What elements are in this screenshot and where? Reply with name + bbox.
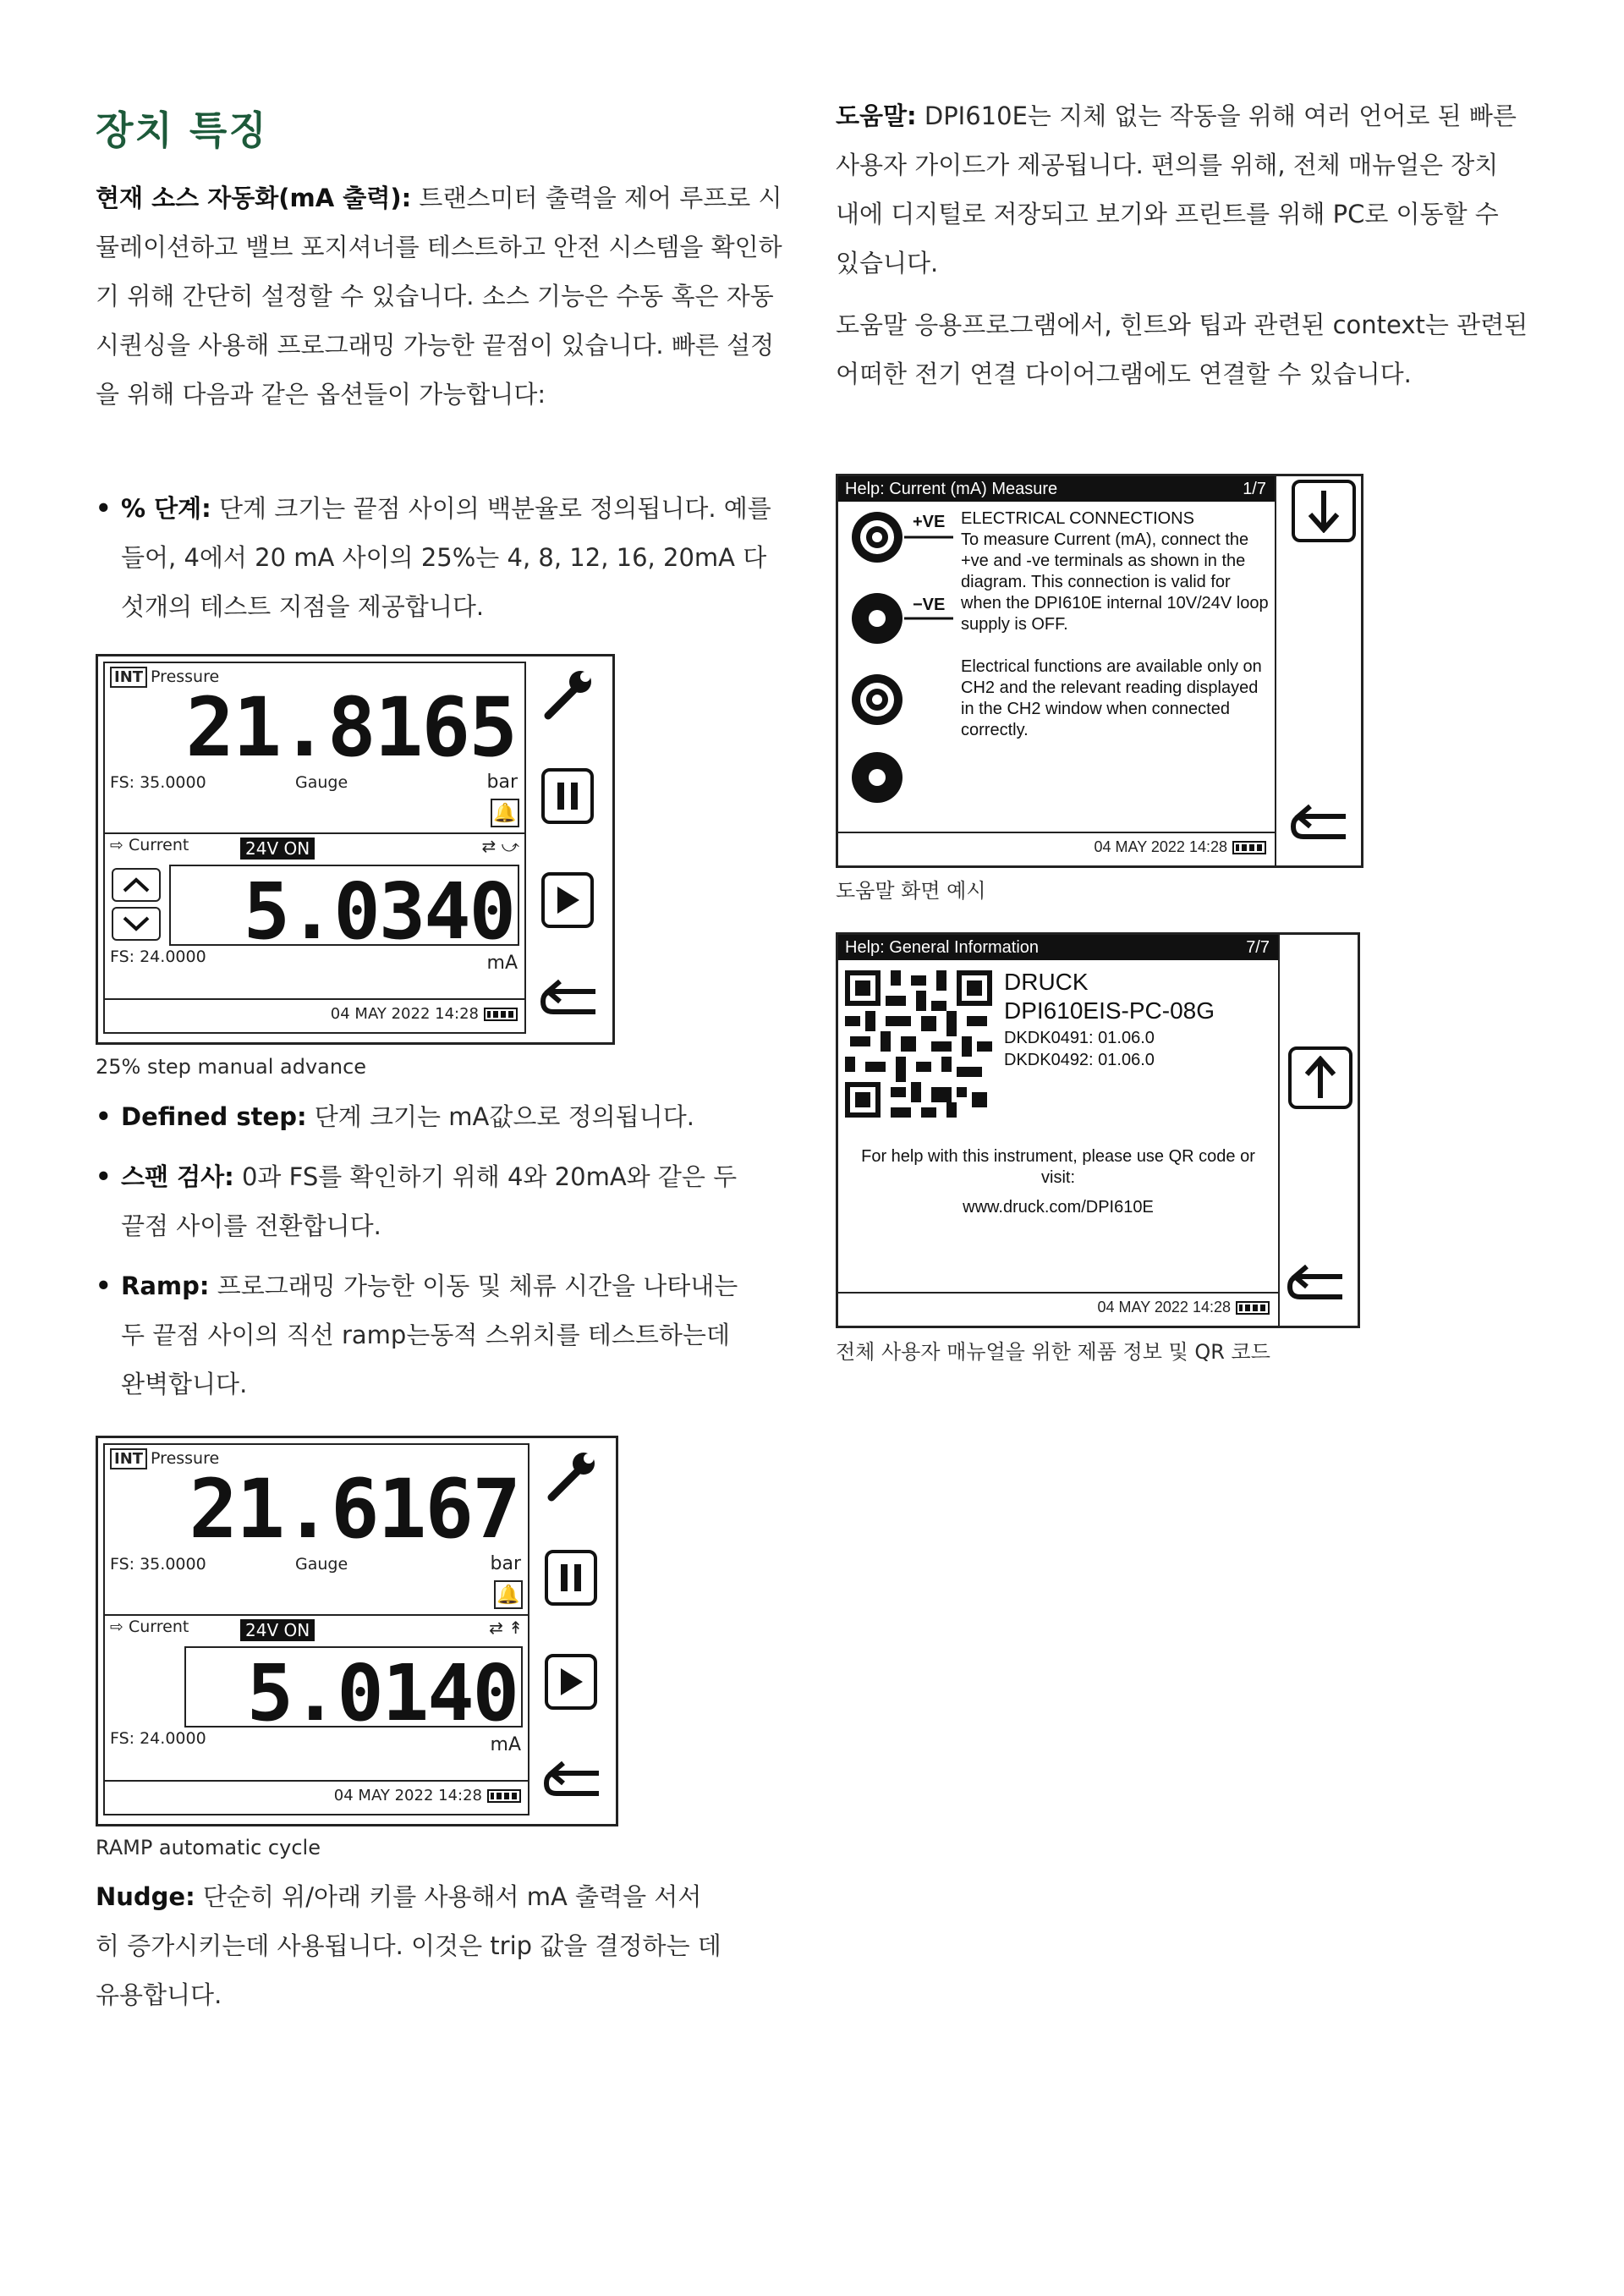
- help-screen-info: [836, 932, 1360, 1328]
- gauge-label: Gauge: [295, 1555, 348, 1574]
- pressure-value: 21.8165: [185, 680, 516, 775]
- status-datetime: 04 MAY 2022 14:28: [333, 1787, 482, 1804]
- help-display: [838, 476, 1276, 865]
- play-icon: [557, 1667, 584, 1697]
- back-arrow-icon: [536, 975, 604, 1025]
- wrench-button[interactable]: [538, 665, 597, 724]
- bell-icon[interactable]: 🔔: [491, 799, 519, 827]
- output-icon: ⇨: [110, 836, 123, 854]
- caption-step: 25% step manual advance: [96, 1055, 367, 1079]
- nudge-text: 단순히 위/아래 키를 사용해서 mA 출력을 서서히 증가시키는데 사용됩니다. 이것은 trip 값을 결정하는 데 유용합니다.: [96, 1882, 721, 2009]
- help-display: [838, 935, 1280, 1326]
- help-title: Help: Current (mA) Measure: [845, 480, 1058, 498]
- brand-name: DRUCK: [1004, 969, 1089, 995]
- current-value: 5.0340: [243, 866, 514, 957]
- bullet-percent-step: • % 단계: 단계 크기는 끝점 사이의 백분율로 정의됩니다. 예를 들어, 4에서 20 mA 사이의 25%는 4, 8, 12, 16, 20mA 다섯개의 테스트 지점을 제공합니다.: [96, 494, 771, 621]
- device-display: [103, 662, 526, 1034]
- unit-ma: mA: [486, 953, 518, 974]
- back-arrow-icon: [1287, 799, 1354, 850]
- status-bar: [838, 1292, 1278, 1326]
- arrow-down-icon: [1307, 489, 1341, 533]
- gauge-label: Gauge: [295, 773, 348, 792]
- play-button[interactable]: [545, 1654, 597, 1710]
- pause-icon: [555, 781, 580, 811]
- status-datetime: 04 MAY 2022 14:28: [1094, 838, 1227, 855]
- scroll-down-button[interactable]: [1292, 480, 1356, 542]
- intro-text: 트랜스미터 출력을 제어 루프로 시뮬레이션하고 밸브 포지셔너를 테스트하고 안전 시스템을 확인하기 위해 간단히 설정할 수 있습니다. 소스 기능은 수동 혹은 자동 시퀀싱을 사용해 프로그래밍 가능한 끝점이 있습니다. 빠른 설정을 위해 다음과 같은 옵션들이 가능합니다:: [96, 184, 782, 409]
- nudge-paragraph: [96, 1872, 721, 2019]
- pve-label: +VE: [913, 513, 946, 531]
- int-label: INT: [110, 1448, 147, 1469]
- chevron-up-icon: [122, 876, 151, 893]
- help-paragraph: [836, 91, 1529, 288]
- bullet-defined-step: • Defined step: 단계 크기는 mA값으로 정의됩니다.: [96, 1102, 694, 1131]
- fs-pressure: FS: 35.0000: [110, 773, 206, 792]
- loop-badge: 24V ON: [240, 1619, 315, 1641]
- current-value: 5.0140: [246, 1648, 518, 1738]
- device-display: [103, 1443, 529, 1815]
- current-panel: [105, 1618, 528, 1787]
- status-bar: [105, 1780, 528, 1814]
- terminal-pve-icon: [852, 512, 903, 563]
- int-label: INT: [110, 667, 147, 688]
- battery-icon: [484, 1008, 518, 1021]
- arrow-up-icon: [1303, 1056, 1337, 1100]
- nve-label: −VE: [913, 596, 946, 614]
- back-button[interactable]: [540, 1756, 607, 1807]
- back-button[interactable]: [1283, 1260, 1351, 1310]
- bullet3-text: 0과 FS를 확인하기 위해 4와 20mA와 같은 두 끝점 사이를 전환합니다.: [121, 1162, 738, 1240]
- help-url: www.druck.com/DPI610E: [963, 1198, 1154, 1217]
- help-page: 7/7: [1246, 938, 1270, 957]
- status-bar: [105, 998, 524, 1032]
- help-header: [838, 476, 1275, 502]
- help-header: [838, 935, 1278, 960]
- help-text: DPI610E는 지체 없는 작동을 위해 여러 언어로 된 빠른 사용자 가이드가 제공됩니다. 편의를 위해, 전체 매뉴얼은 장치 내에 디지털로 저장되고 보기와 프린트를 위해 PC로 이동할 수 있습니다.: [836, 102, 1517, 277]
- bell-icon[interactable]: 🔔: [494, 1580, 523, 1609]
- pressure-panel: [105, 663, 524, 834]
- bullet2-bold: Defined step:: [121, 1102, 307, 1131]
- device-screen-step: [96, 654, 615, 1045]
- output-icon: ⇨: [110, 1618, 123, 1636]
- pressure-panel: [105, 1445, 528, 1616]
- battery-icon: [1232, 841, 1266, 854]
- play-button[interactable]: [541, 872, 594, 928]
- intro-bold: 현재 소스 자동화(mA 출력):: [96, 184, 412, 212]
- wrench-button[interactable]: [541, 1447, 601, 1506]
- status-datetime: 04 MAY 2022 14:28: [330, 1005, 479, 1023]
- terminal-4-icon: [852, 752, 903, 803]
- mode-icons: ⇄ ⤻: [481, 836, 519, 856]
- help-page: 1/7: [1243, 480, 1266, 498]
- page-title: 장치 특징: [96, 107, 268, 153]
- fs-current: FS: 24.0000: [110, 948, 206, 966]
- bullet-ramp: • Ramp: 프로그래밍 가능한 이동 및 체류 시간을 나타내는 두 끝점 사이의 직선 ramp는동적 스위치를 테스트하는데 완벽합니다.: [96, 1272, 738, 1398]
- scroll-up-button[interactable]: [1288, 1046, 1352, 1109]
- firmware-2: DKDK0492: 01.06.0: [1004, 1051, 1155, 1069]
- battery-icon: [487, 1789, 521, 1803]
- nudge-bold: Nudge:: [96, 1882, 195, 1911]
- device-screen-ramp: [96, 1436, 618, 1826]
- help-instruction: For help with this instrument, please use QR code or visit:: [861, 1147, 1255, 1187]
- help-bold: 도움말:: [836, 102, 917, 130]
- up-arrow-button[interactable]: [112, 868, 161, 902]
- fs-current: FS: 24.0000: [110, 1729, 206, 1748]
- pause-button[interactable]: [545, 1550, 597, 1606]
- wrench-icon: [541, 1447, 601, 1506]
- bullet3-bold: 스팬 검사:: [121, 1162, 234, 1191]
- status-bar: [838, 832, 1275, 865]
- unit-bar: bar: [486, 772, 518, 793]
- help-heading: ELECTRICAL CONNECTIONS: [961, 509, 1194, 528]
- terminal-nve-icon: [852, 593, 903, 644]
- unit-bar: bar: [490, 1553, 521, 1574]
- firmware-1: DKDK0491: 01.06.0: [1004, 1029, 1155, 1047]
- current-panel: [105, 836, 524, 1005]
- current-label: Current: [128, 836, 189, 854]
- terminal-3-icon: [852, 674, 903, 725]
- back-button[interactable]: [536, 975, 604, 1025]
- pause-icon: [558, 1563, 584, 1593]
- chevron-down-icon: [122, 915, 151, 932]
- terminal-diagram: [843, 508, 962, 813]
- back-arrow-icon: [540, 1756, 607, 1807]
- bullet1-text: 단계 크기는 끝점 사이의 백분율로 정의됩니다. 예를 들어, 4에서 20 mA 사이의 25%는 4, 8, 12, 16, 20mA 다섯개의 테스트 지점을 제공합니다.: [121, 494, 771, 621]
- battery-icon: [1236, 1301, 1270, 1315]
- caption-ramp: RAMP automatic cycle: [96, 1836, 321, 1859]
- play-icon: [554, 885, 581, 915]
- pause-button[interactable]: [541, 768, 594, 824]
- bullet4-text: 프로그래밍 가능한 이동 및 체류 시간을 나타내는 두 끝점 사이의 직선 ramp는동적 스위치를 테스트하는데 완벽합니다.: [121, 1272, 738, 1398]
- bullet-span-check: • 스팬 검사: 0과 FS를 확인하기 위해 4와 20mA와 같은 두 끝점 사이를 전환합니다.: [96, 1162, 738, 1240]
- status-datetime: 04 MAY 2022 14:28: [1097, 1299, 1231, 1316]
- back-button[interactable]: [1287, 799, 1354, 850]
- qr-code-icon: [845, 970, 992, 1118]
- mode-icons: ⇄ ↟: [489, 1618, 523, 1638]
- fs-pressure: FS: 35.0000: [110, 1555, 206, 1574]
- caption-info: 전체 사용자 매뉴얼을 위한 제품 정보 및 QR 코드: [836, 1340, 1270, 1364]
- down-arrow-button[interactable]: [112, 907, 161, 941]
- help-screen-current: [836, 474, 1363, 868]
- bullet4-bold: Ramp:: [121, 1272, 210, 1300]
- current-label: Current: [128, 1618, 189, 1636]
- back-arrow-icon: [1283, 1260, 1351, 1310]
- bullet1-bold: % 단계:: [121, 494, 211, 523]
- wrench-icon: [538, 665, 597, 724]
- model-number: DPI610EIS-PC-08G: [1004, 997, 1215, 1024]
- caption-help: 도움말 화면 예시: [836, 879, 986, 903]
- help-body-2: Electrical functions are available only on CH2 and the relevant reading displayed in the CH2 window when connected correctly.: [961, 657, 1262, 739]
- context-paragraph: 도움말 응용프로그램에서, 힌트와 팁과 관련된 context는 관련된 어떠한 전기 연결 다이어그램에도 연결할 수 있습니다.: [836, 310, 1528, 388]
- unit-ma: mA: [490, 1734, 521, 1755]
- pressure-label: Pressure: [151, 1449, 220, 1468]
- intro-paragraph: [96, 173, 789, 419]
- loop-badge: 24V ON: [240, 838, 315, 860]
- bullet2-text: 단계 크기는 mA값으로 정의됩니다.: [306, 1102, 694, 1131]
- pressure-value: 21.6167: [189, 1462, 519, 1557]
- help-title: Help: General Information: [845, 938, 1040, 957]
- pressure-label: Pressure: [151, 667, 220, 686]
- help-body-1: To measure Current (mA), connect the +ve and -ve terminals as shown in the diagram. This connection is valid for when the DPI610E internal 10V/24V loop supply is OFF.: [961, 530, 1269, 634]
